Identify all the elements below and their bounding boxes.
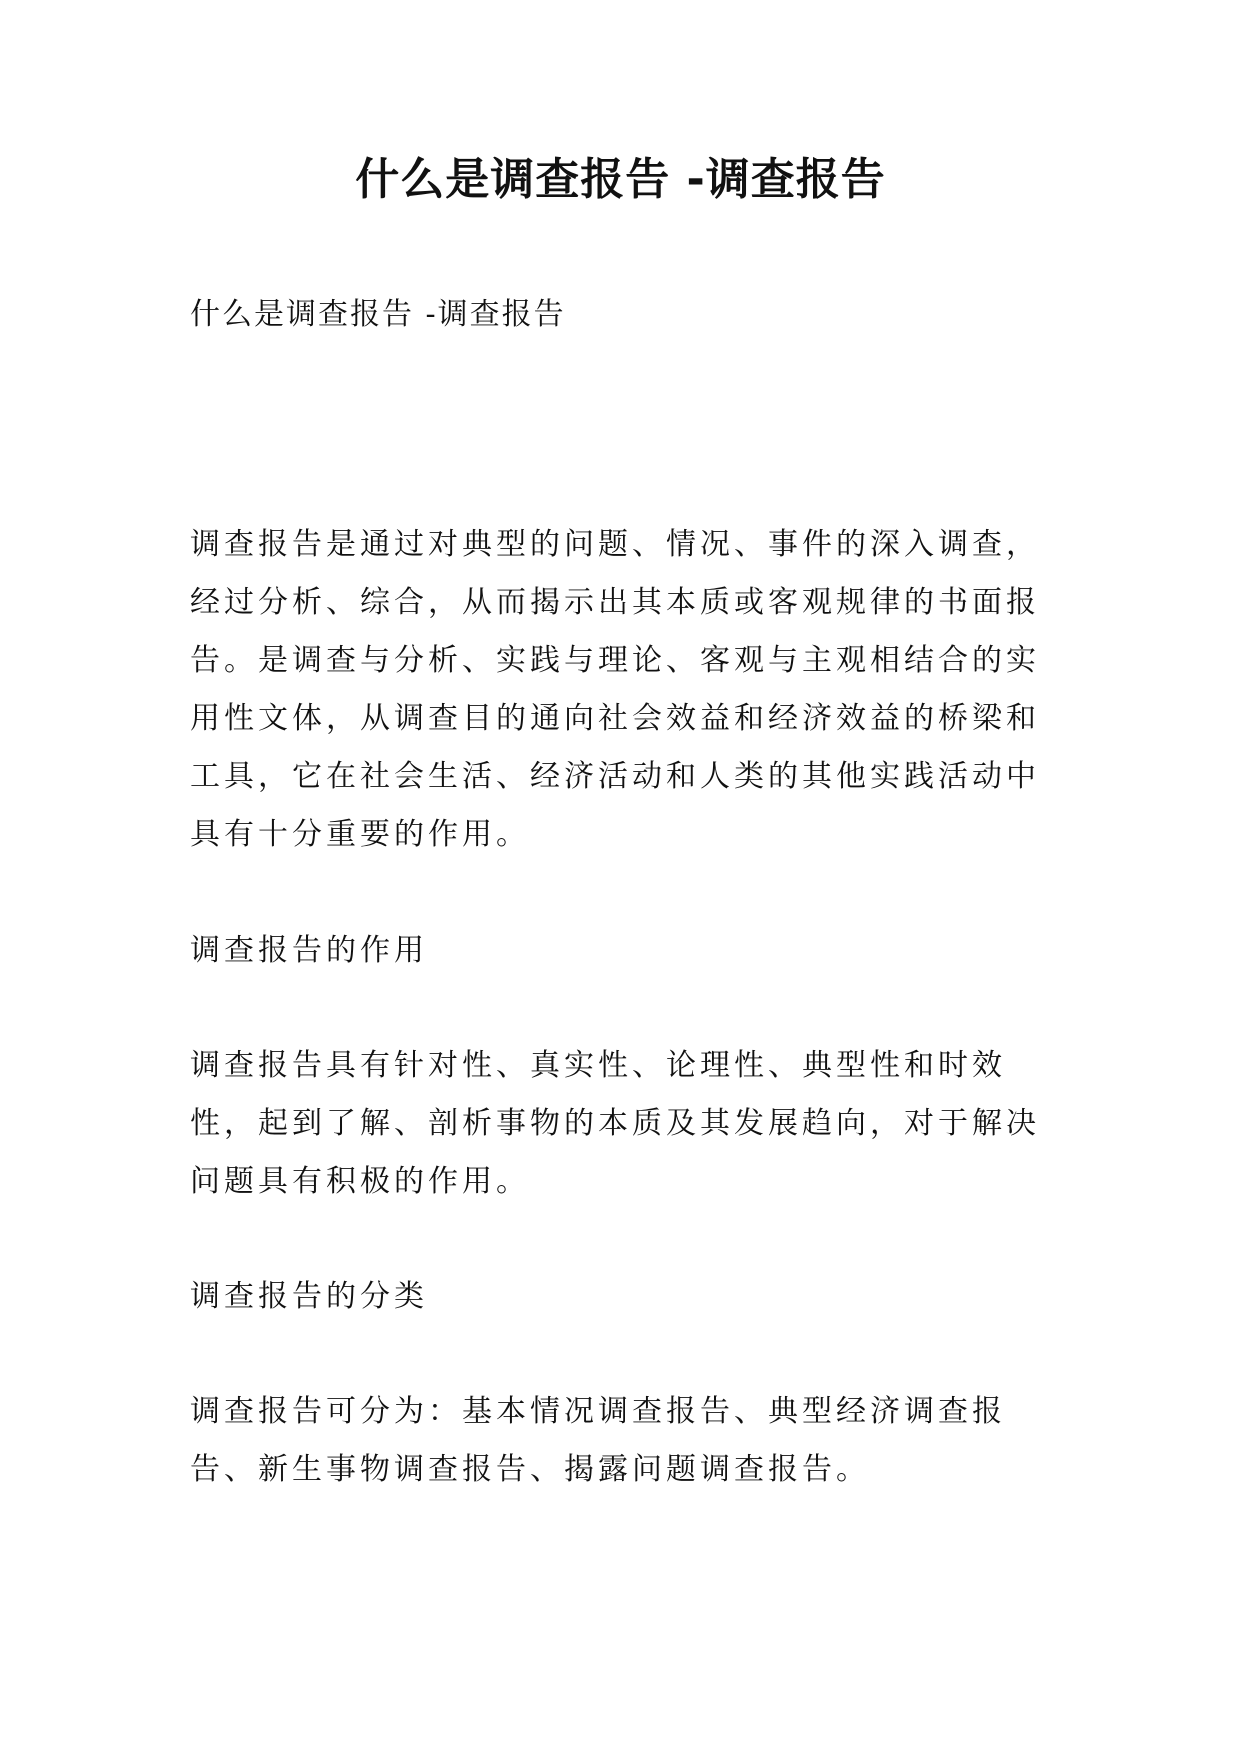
document-title: 什么是调查报告 -调查报告: [355, 154, 886, 205]
section-heading-function: 调查报告的作用: [190, 933, 428, 968]
paragraph-definition: 调查报告是通过对典型的问题、情况、事件的深入调查，经过分析、综合，从而揭示出其本质或客观规律的书面报告。是调查与分析、实践与理论、客观与主观相结合的实用性文体，从调查目的通向社会效益和经济效益的桥梁和工具，它在社会生活、经济活动和人类的其他实践活动中具有十分重要的作用。: [190, 527, 1040, 852]
document-subtitle: 什么是调查报告 -调查报告: [190, 297, 566, 332]
section-heading-classification: 调查报告的分类: [190, 1279, 428, 1314]
paragraph-classification: 调查报告可分为：基本情况调查报告、典型经济调查报告、新生事物调查报告、揭露问题调查报告。: [190, 1394, 1006, 1487]
paragraph-function: 调查报告具有针对性、真实性、论理性、典型性和时效性，起到了解、剖析事物的本质及其发展趋向，对于解决问题具有积极的作用。: [190, 1048, 1040, 1199]
